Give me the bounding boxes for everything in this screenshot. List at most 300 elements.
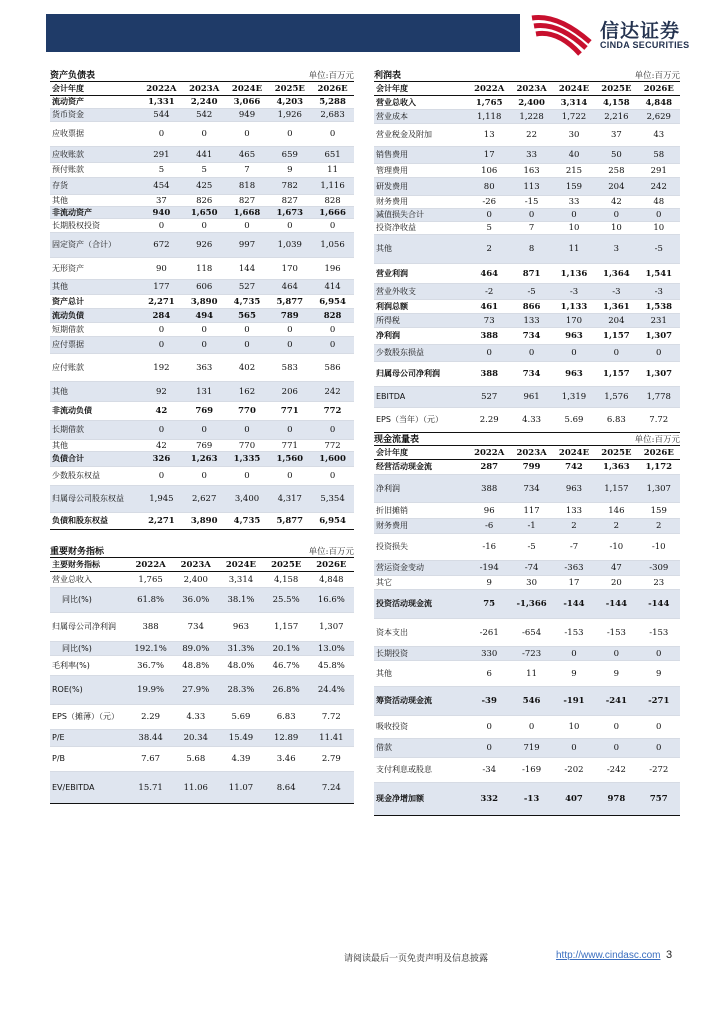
table-row <box>50 513 354 530</box>
header-year: 2026E <box>643 83 674 94</box>
row-value: 118 <box>196 263 213 274</box>
row-label: 非流动资产 <box>52 207 92 217</box>
table-row <box>50 402 354 421</box>
header-year: 2026E <box>643 447 674 458</box>
table-row <box>374 284 680 300</box>
row-value: 465 <box>238 149 256 160</box>
row-value: 1,361 <box>603 301 630 312</box>
row-label: 归属母公司净利润 <box>376 369 440 378</box>
row-value: 425 <box>196 181 213 191</box>
row-value: 30 <box>526 577 537 588</box>
row-value: 2.29 <box>479 415 499 425</box>
row-value: 50 <box>610 150 622 160</box>
row-value: 2,400 <box>183 574 208 585</box>
row-value: 23 <box>653 577 665 588</box>
table-row <box>50 258 354 280</box>
header-year: 2022A <box>474 83 505 94</box>
row-value: 20.1% <box>272 643 300 654</box>
row-value: 4,158 <box>603 97 630 108</box>
row-value: 37 <box>155 195 167 206</box>
row-value: 9 <box>486 577 492 588</box>
table-row <box>374 661 680 687</box>
row-value: 0 <box>287 425 293 435</box>
row-value: 771 <box>280 406 299 416</box>
row-value: 651 <box>324 149 341 160</box>
row-value: 33 <box>526 150 537 160</box>
row-value: 8 <box>528 244 535 254</box>
row-value: 0 <box>656 210 662 220</box>
row-value: -34 <box>482 765 497 775</box>
row-label: 营业外收支 <box>376 286 416 296</box>
row-value: 770 <box>238 406 256 416</box>
header-year: 2023A <box>516 83 547 94</box>
row-value: 1,363 <box>603 462 630 472</box>
row-value: 30 <box>568 130 580 140</box>
row-value: 546 <box>522 696 541 706</box>
row-label: 经营活动现金流 <box>376 462 432 471</box>
row-value: 527 <box>481 392 498 402</box>
table-title-row <box>374 430 680 445</box>
row-value: 287 <box>480 462 499 472</box>
logo-chinese-name: 信达证券 <box>600 20 681 42</box>
row-value: 36.7% <box>137 660 165 671</box>
row-value: 159 <box>650 505 667 516</box>
row-value: 940 <box>152 207 171 218</box>
table-row <box>374 534 680 561</box>
row-value: 192.1% <box>134 643 167 654</box>
row-value: 1,157 <box>603 331 630 341</box>
row-value: -5 <box>654 244 663 254</box>
table-title-row <box>374 66 680 81</box>
row-label: 应付账款 <box>52 362 84 372</box>
table-row <box>374 758 680 783</box>
row-label: ROE(%) <box>52 685 83 694</box>
row-value: 0 <box>244 425 250 435</box>
row-label: 毛利率(%) <box>52 660 90 670</box>
table-row <box>50 676 354 705</box>
row-value: 48 <box>653 197 665 207</box>
header-year: 2024E <box>225 559 257 570</box>
row-label: 归属母公司股东权益 <box>52 494 124 503</box>
row-value: 0 <box>571 648 577 659</box>
row-value: 58 <box>653 150 665 160</box>
row-value: 2 <box>613 521 620 531</box>
row-value: 5,877 <box>276 296 304 307</box>
row-value: 2,271 <box>148 516 175 526</box>
row-value: -26 <box>482 197 497 207</box>
row-label: P/B <box>52 754 66 763</box>
table-row <box>50 440 354 452</box>
row-value: 17 <box>483 150 495 160</box>
row-value: 25.5% <box>272 595 300 605</box>
row-value: 3,314 <box>560 97 588 108</box>
header-label: 会计年度 <box>52 83 84 93</box>
row-label: 非流动负债 <box>52 406 92 415</box>
row-value: 0 <box>329 129 336 139</box>
row-value: 4.33 <box>186 712 206 722</box>
row-value: 963 <box>565 331 583 341</box>
row-label: P/E <box>52 733 65 742</box>
row-value: 0 <box>158 425 165 435</box>
row-value: 2 <box>656 521 662 531</box>
row-value: -74 <box>524 563 539 573</box>
row-value: 414 <box>324 282 341 292</box>
row-value: 242 <box>324 386 341 397</box>
row-value: 734 <box>522 331 541 341</box>
row-value: 0 <box>287 220 293 231</box>
table-row <box>374 387 680 408</box>
table-row <box>50 730 354 747</box>
row-value: 10 <box>653 223 665 233</box>
row-value: -7 <box>569 542 579 552</box>
row-value: 177 <box>153 282 170 292</box>
row-value: 1,722 <box>561 111 587 122</box>
row-value: -3 <box>569 286 579 297</box>
row-value: 11 <box>327 165 338 175</box>
row-value: 963 <box>565 369 583 379</box>
table-row <box>50 295 354 309</box>
row-value: 818 <box>238 181 256 191</box>
row-label: 其他 <box>52 386 68 396</box>
row-value: -3 <box>612 286 621 297</box>
table-row <box>374 235 680 264</box>
table-row <box>374 561 680 576</box>
row-value: -10 <box>609 542 624 552</box>
row-label: 货币资金 <box>52 110 84 119</box>
row-value: 0 <box>158 220 165 231</box>
row-value: 0 <box>571 348 577 358</box>
row-value: 5,877 <box>276 516 304 526</box>
row-label: 其它 <box>376 577 392 587</box>
row-value: 20.34 <box>183 733 208 743</box>
row-value: -16 <box>482 542 497 552</box>
row-value: 0 <box>613 348 620 358</box>
row-value: 0 <box>158 471 165 481</box>
row-label: 其他 <box>376 244 392 253</box>
row-value: 441 <box>196 149 213 160</box>
header-year: 2022A <box>146 83 177 94</box>
row-value: 6.83 <box>276 712 296 722</box>
row-label: 财务费用 <box>376 197 408 206</box>
row-value: 734 <box>523 483 540 494</box>
logo-english-name: CINDA SECURITIES <box>600 40 690 50</box>
table-row <box>374 314 680 328</box>
row-value: 17 <box>568 577 580 588</box>
row-label: 投资活动现金流 <box>376 599 432 608</box>
header-year: 2025E <box>274 83 305 94</box>
header-year: 2023A <box>180 559 211 570</box>
table-row <box>50 588 354 613</box>
row-value: -169 <box>522 765 542 775</box>
row-value: 5.69 <box>231 712 251 722</box>
row-value: 734 <box>187 622 204 632</box>
row-label: 其他 <box>376 668 392 678</box>
row-value: 163 <box>523 165 540 176</box>
row-value: 131 <box>196 386 213 397</box>
row-value: 0 <box>528 210 535 220</box>
row-label: 研发费用 <box>376 181 408 191</box>
row-value: 1,576 <box>604 392 629 402</box>
row-value: 4.39 <box>231 754 251 764</box>
row-value: -13 <box>523 794 540 804</box>
row-label: 存货 <box>52 181 68 190</box>
table-row <box>50 178 354 195</box>
row-value: 192 <box>153 362 170 373</box>
table-row <box>50 195 354 207</box>
row-value: 48.8% <box>182 660 210 671</box>
row-value: 542 <box>196 110 213 120</box>
table-row <box>50 163 354 178</box>
row-value: 133 <box>523 315 540 326</box>
row-value: 789 <box>280 310 299 321</box>
row-value: 42 <box>155 440 167 451</box>
row-value: 0 <box>201 425 207 435</box>
row-value: -1,366 <box>516 599 547 609</box>
row-value: 11.06 <box>183 782 208 793</box>
row-label: EPS（当年）（元） <box>376 415 443 424</box>
row-label: 同比(%) <box>62 595 92 604</box>
header-year: 2025E <box>271 559 302 570</box>
row-value: 11.41 <box>319 733 344 743</box>
table-row <box>50 323 354 337</box>
row-value: -309 <box>649 563 669 573</box>
row-label: 管理费用 <box>376 165 408 175</box>
row-value: 1,307 <box>645 331 673 341</box>
row-value: 1,307 <box>645 369 673 379</box>
row-value: 3.46 <box>276 754 296 764</box>
row-value: -202 <box>564 765 584 775</box>
row-value: 0 <box>656 743 662 753</box>
table-row <box>50 382 354 402</box>
row-value: 2 <box>571 521 577 531</box>
row-value: 1,056 <box>320 240 345 250</box>
row-value: 771 <box>281 440 298 451</box>
row-value: 1,172 <box>645 462 673 472</box>
row-label: 所得税 <box>376 315 400 325</box>
footer-website-link[interactable]: http://www.cindasc.com <box>556 950 661 961</box>
row-value: 0 <box>329 471 336 481</box>
row-value: 4,848 <box>319 574 344 585</box>
table-row <box>374 96 680 110</box>
row-label: 筹资活动现金流 <box>376 696 432 705</box>
row-value: 28.3% <box>227 685 255 695</box>
row-value: 0 <box>486 210 492 220</box>
header-year: 2022A <box>474 447 505 458</box>
row-value: 464 <box>281 282 298 292</box>
row-value: 1,673 <box>276 207 304 218</box>
row-value: 1,307 <box>319 622 344 632</box>
row-value: 402 <box>238 362 256 373</box>
table-row <box>50 147 354 163</box>
table-title: 利润表 <box>374 71 402 81</box>
row-value: 0 <box>613 743 620 753</box>
row-value: 0 <box>613 722 620 732</box>
income-statement-table <box>374 66 680 433</box>
row-value: 769 <box>196 440 213 451</box>
row-value: 2,683 <box>320 110 345 120</box>
row-value: 196 <box>324 263 341 274</box>
row-value: 1,157 <box>604 483 629 494</box>
row-value: 1,136 <box>560 268 588 279</box>
row-value: 42 <box>610 197 622 207</box>
row-value: 92 <box>155 386 167 397</box>
row-value: 33 <box>568 197 580 207</box>
row-value: -363 <box>564 563 584 573</box>
row-value: -723 <box>522 648 542 659</box>
row-value: -271 <box>648 696 670 706</box>
table-row <box>374 687 680 716</box>
table-row <box>50 572 354 588</box>
table-row <box>50 467 354 486</box>
row-value: 3,890 <box>190 516 218 526</box>
table-row <box>374 300 680 314</box>
row-value: 48.0% <box>227 660 255 671</box>
row-value: 772 <box>324 440 341 451</box>
row-value: 3,890 <box>190 296 218 307</box>
row-label: 其他 <box>52 282 68 291</box>
row-value: 27.9% <box>182 685 210 695</box>
row-value: 0 <box>486 722 492 732</box>
row-value: -272 <box>649 765 669 775</box>
cash-flow-table <box>374 430 680 816</box>
row-value: 388 <box>142 622 159 632</box>
row-value: 2,271 <box>148 296 175 307</box>
table-row <box>374 110 680 124</box>
table-row <box>374 124 680 147</box>
row-value: 734 <box>522 369 541 379</box>
row-value: 949 <box>238 110 256 120</box>
row-value: 9 <box>287 165 293 175</box>
table-title: 现金流量表 <box>374 435 420 445</box>
row-label: 利润总额 <box>376 301 408 311</box>
row-value: 799 <box>522 462 541 472</box>
row-value: 6,954 <box>319 516 346 526</box>
row-label: 流动资产 <box>52 97 84 106</box>
row-value: 5.69 <box>564 415 584 425</box>
table-row <box>50 772 354 804</box>
row-value: 1,307 <box>646 483 671 494</box>
row-value: 38.44 <box>138 733 163 743</box>
header-label: 会计年度 <box>376 83 408 93</box>
row-value: 1,157 <box>603 369 630 379</box>
table-row <box>374 716 680 739</box>
table-row <box>374 345 680 362</box>
table-row <box>374 619 680 647</box>
row-value: 2,216 <box>604 111 629 122</box>
row-value: 1,668 <box>233 207 261 218</box>
row-value: 1,560 <box>276 454 304 464</box>
row-value: 15.49 <box>228 733 254 743</box>
row-label: 其他 <box>52 195 68 205</box>
table-row <box>50 452 354 467</box>
row-value: 11.07 <box>228 782 254 793</box>
row-value: 0 <box>244 340 250 350</box>
row-value: 24.4% <box>317 685 345 695</box>
row-value: 0 <box>201 340 207 350</box>
header-label: 主要财务指标 <box>52 559 100 569</box>
row-value: 0 <box>329 425 336 435</box>
row-value: 5,288 <box>319 97 346 107</box>
row-value: -15 <box>524 197 539 207</box>
row-value: 46.7% <box>272 660 300 671</box>
row-value: 544 <box>153 110 170 120</box>
table-row <box>374 590 680 619</box>
row-value: 159 <box>565 181 583 192</box>
row-value: 113 <box>523 181 540 192</box>
row-value: 0 <box>201 129 207 139</box>
row-label: 应收票据 <box>52 129 84 138</box>
row-value: -144 <box>605 599 627 609</box>
row-value: 0 <box>287 471 293 481</box>
row-value: 388 <box>480 369 499 379</box>
row-value: 583 <box>281 362 298 373</box>
row-value: 291 <box>153 149 170 160</box>
row-label: 负债合计 <box>52 454 84 463</box>
row-value: 961 <box>523 392 540 402</box>
table-unit: 单位:百万元 <box>634 71 680 81</box>
row-value: 0 <box>201 220 207 231</box>
row-value: 2.79 <box>321 754 341 764</box>
row-label: 少数股东权益 <box>52 471 100 480</box>
table-row <box>374 178 680 196</box>
row-value: 6 <box>486 668 492 679</box>
row-value: -153 <box>564 627 584 638</box>
row-value: 742 <box>565 462 583 472</box>
table-row <box>50 280 354 295</box>
table-row <box>50 109 354 122</box>
row-value: 2,240 <box>190 97 218 107</box>
table-row <box>50 122 354 147</box>
header-label: 会计年度 <box>376 447 408 457</box>
row-value: 769 <box>195 406 214 416</box>
row-value: 672 <box>153 240 170 250</box>
row-value: 586 <box>324 362 341 373</box>
row-value: 0 <box>201 324 207 335</box>
table-title: 资产负债表 <box>50 71 96 81</box>
row-value: 565 <box>238 310 256 321</box>
row-value: 37 <box>610 130 622 140</box>
row-value: 5 <box>158 165 165 175</box>
row-value: 330 <box>481 648 498 659</box>
row-value: 2 <box>486 244 492 254</box>
row-value: 7.72 <box>649 415 669 425</box>
table-unit: 单位:百万元 <box>308 71 354 81</box>
header-year: 2025E <box>601 83 632 94</box>
row-value: 2,629 <box>646 111 671 122</box>
header-year: 2024E <box>231 83 263 94</box>
header-year: 2023A <box>516 447 547 458</box>
row-value: 0 <box>656 722 662 732</box>
row-value: -261 <box>479 627 499 638</box>
row-label: 应收账款 <box>52 149 84 159</box>
header-year: 2024E <box>558 83 590 94</box>
row-label: 归属母公司净利润 <box>52 622 116 631</box>
row-value: 291 <box>650 165 667 176</box>
header-year: 2026E <box>316 559 347 570</box>
row-value: 827 <box>281 195 298 206</box>
row-value: 7.72 <box>321 712 341 722</box>
row-label: 借款 <box>376 743 392 752</box>
header-year: 2026E <box>317 83 348 94</box>
row-value: 0 <box>613 648 620 659</box>
row-value: 133 <box>565 505 583 516</box>
row-value: 4,317 <box>277 494 302 504</box>
row-value: 1,650 <box>190 207 218 218</box>
table-row <box>374 783 680 816</box>
header-year: 2023A <box>189 83 220 94</box>
row-value: 1,319 <box>561 392 587 402</box>
row-value: 42 <box>155 406 168 416</box>
